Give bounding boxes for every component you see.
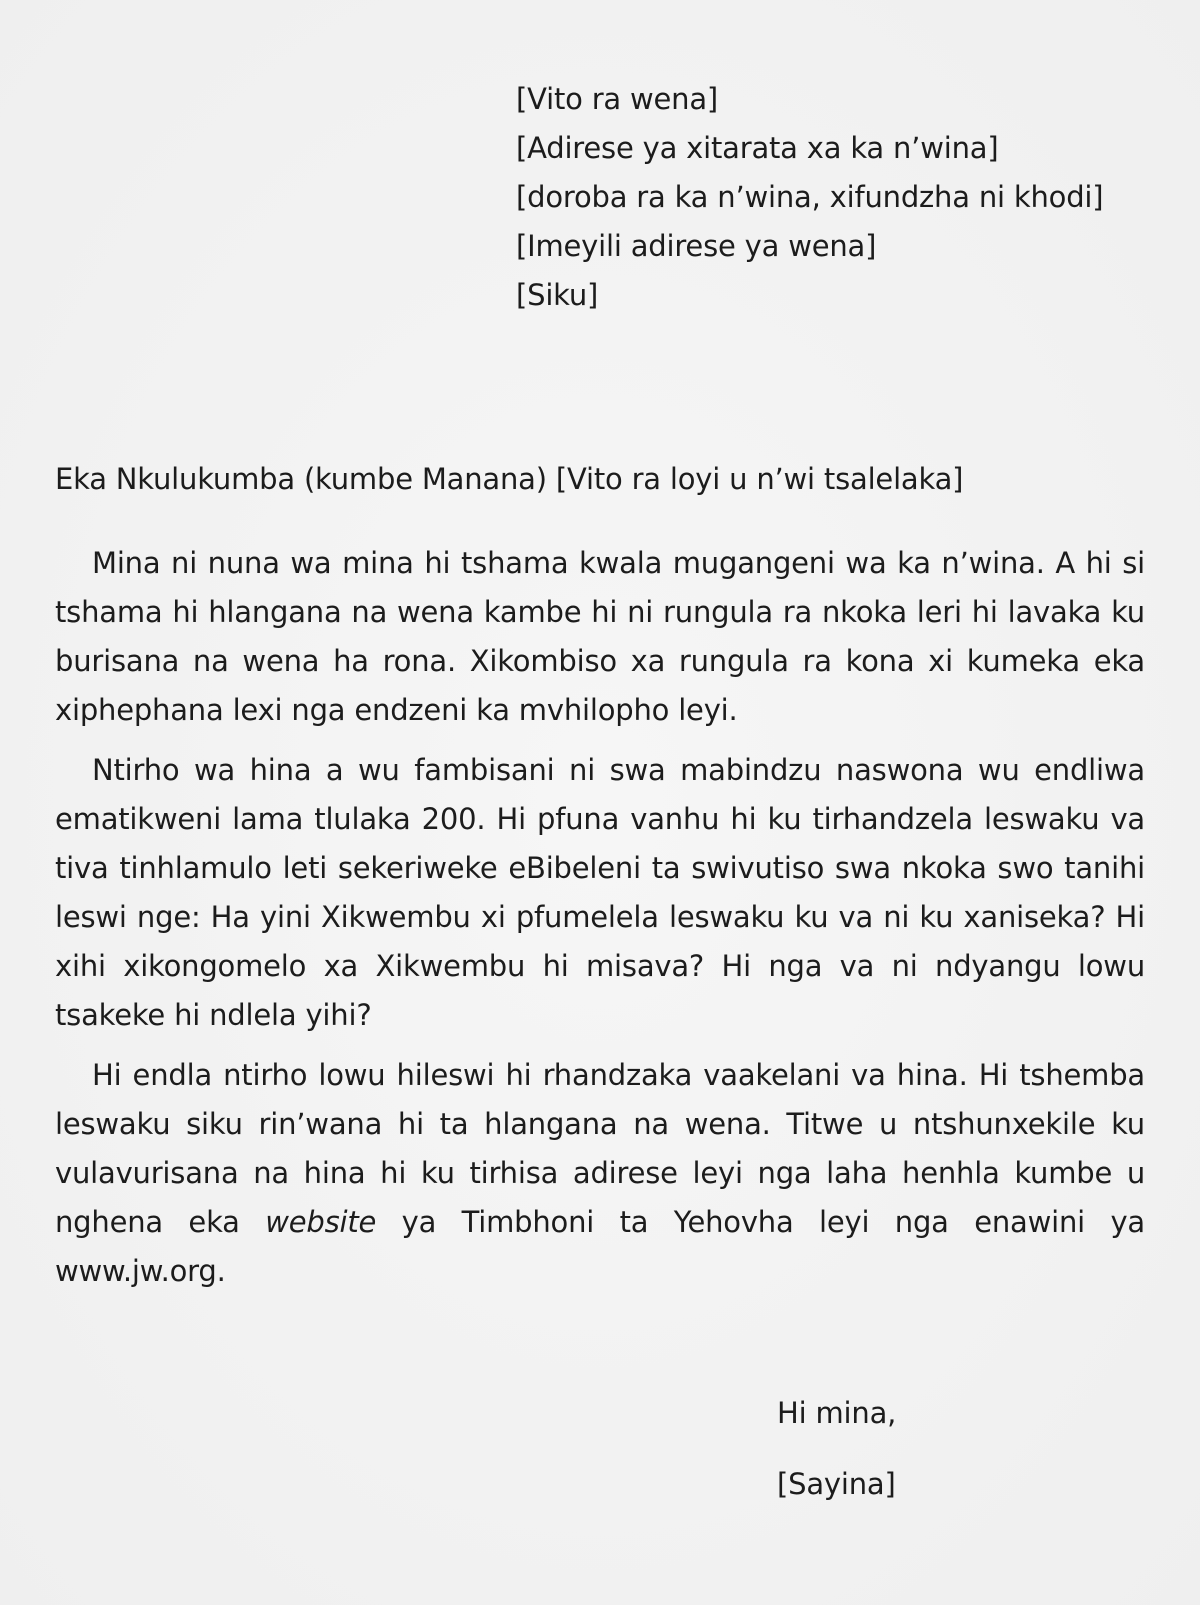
paragraph-3-text-after: ya Timbhoni ta Yehovha leyi nga enawini ya www.jw.org. — [55, 1205, 1146, 1288]
sender-name: [Vito ra wena] — [516, 82, 719, 116]
recipient-salutation: Eka Nkulukumba (kumbe Manana) [Vito ra loyi u n’wi tsalelaka] — [55, 462, 964, 496]
letter-date: [Siku] — [516, 278, 599, 312]
letter-closing: Hi mina, — [777, 1396, 897, 1430]
paragraph-3-italic-word: website — [265, 1205, 377, 1239]
sender-street: [Adirese ya xitarata xa ka n’wina] — [516, 131, 999, 165]
signature-placeholder: [Sayina] — [777, 1467, 896, 1501]
sender-email: [Imeyili adirese ya wena] — [516, 229, 877, 263]
body-paragraph-3 — [55, 1051, 1145, 1296]
body-paragraph-2: Ntirho wa hina a wu fambisani ni swa mabindzu naswona wu endliwa ematikweni lama tlulaka 200. Hi pfuna vanhu hi ku tirhandzela leswaku va tiva tinhlamulo leti sekeriweke eBibeleni ta swivutiso swa nkoka swo tanihi leswi nge: Ha yini Xikwembu xi pfumelela leswaku ku va ni ku xaniseka? Hi xihi xikongomelo xa Xikwembu hi misava? Hi nga va ni ndyangu lowu tsakeke hi ndlela yihi? — [55, 753, 1145, 1032]
body-paragraph-1: Mina ni nuna wa mina hi tshama kwala mugangeni wa ka n’wina. A hi si tshama hi hlangana na wena kambe hi ni rungula ra nkoka leri hi lavaka ku burisana na wena ha rona. Xikombiso xa rungula ra kona xi kumeka eka xiphephana lexi nga endzeni ka mvhilopho leyi. — [55, 546, 1145, 727]
paragraph-3-text-before: Hi endla ntirho lowu hileswi hi rhandzaka vaakelani va hina. Hi tshemba leswaku siku rin’wana hi ta hlangana na wena. Titwe u ntshunxekile ku vulavurisana na hina hi ku tirhisa adirese leyi nga laha henhla kumbe u nghena eka — [55, 1058, 1145, 1239]
sender-address-block — [516, 75, 1103, 320]
sender-city: [doroba ra ka n’wina, xifundzha ni khodi] — [516, 180, 1104, 214]
letter-body — [55, 539, 1145, 1307]
